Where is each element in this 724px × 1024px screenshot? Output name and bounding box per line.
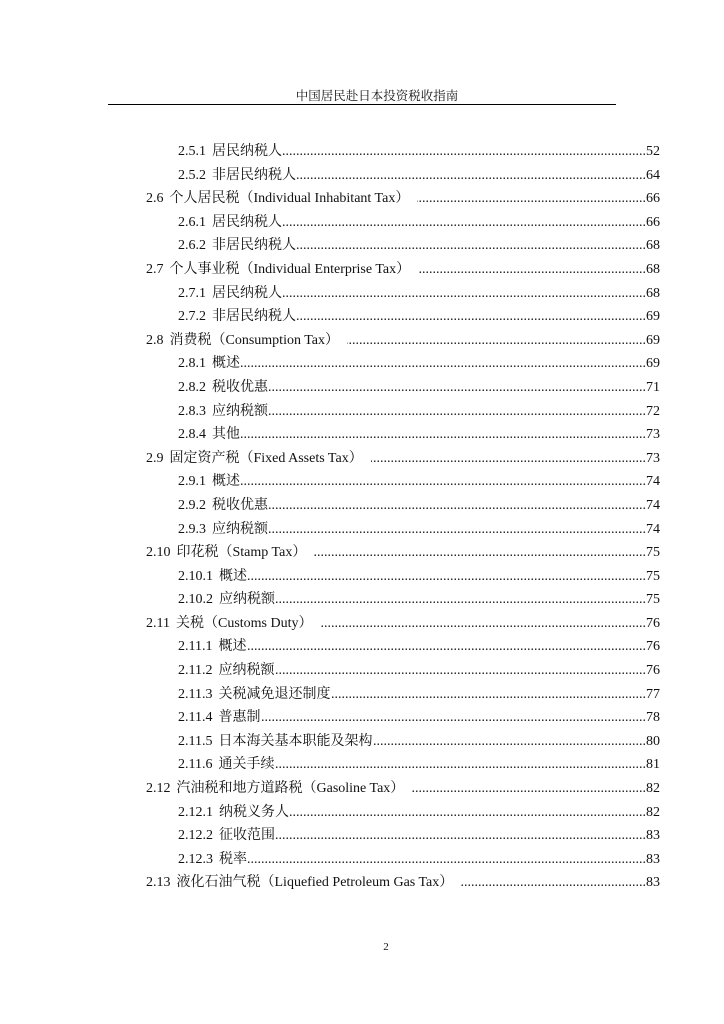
toc-entry-number: 2.6.2: [178, 238, 206, 254]
dot-leader: [268, 400, 646, 424]
toc-entry-2-12[interactable]: [146, 777, 660, 801]
toc-entry-2-8-1[interactable]: [146, 352, 660, 376]
toc-entry-title: 应纳税额: [219, 592, 275, 608]
dot-leader: [268, 518, 646, 542]
toc-entry-2-6-1[interactable]: [146, 211, 660, 235]
toc-entry-page: 82: [646, 804, 660, 820]
toc-entry-page: 81: [646, 757, 660, 773]
toc-entry-number: 2.6: [146, 191, 164, 207]
toc-entry-page: 83: [646, 851, 660, 867]
dot-leader: [240, 423, 646, 447]
table-of-contents: [146, 140, 660, 895]
dot-leader: [260, 706, 646, 730]
toc-entry-number: 2.11.5: [178, 733, 213, 749]
toc-entry-2-8[interactable]: [146, 329, 660, 353]
running-header-title: 中国居民赴日本投资税收指南: [295, 89, 459, 103]
toc-entry-title: 固定资产税（Fixed Assets Tax）: [169, 450, 363, 466]
dot-leader: [330, 683, 646, 707]
toc-entry-number: 2.8.4: [178, 427, 206, 443]
toc-entry-title: 汽油税和地方道路税（Gasoline Tax）: [176, 781, 405, 797]
toc-entry-page: 83: [646, 875, 660, 891]
toc-entry-title: 关税减免退还制度: [218, 686, 331, 702]
dot-leader: [461, 871, 646, 895]
toc-entry-2-7-2[interactable]: [146, 305, 660, 329]
toc-entry-title: 征收范围: [219, 828, 275, 844]
toc-entry-number: 2.8.2: [178, 379, 206, 395]
toc-entry-2-6-2[interactable]: [146, 234, 660, 258]
toc-entry-number: 2.11.3: [178, 686, 213, 702]
dot-leader: [274, 753, 646, 777]
toc-entry-title: 概述: [212, 474, 240, 490]
toc-entry-number: 2.6.1: [178, 214, 206, 230]
toc-entry-number: 2.5.1: [178, 144, 206, 159]
toc-entry-number: 2.13: [146, 875, 171, 891]
toc-entry-number: 2.9.2: [178, 497, 206, 513]
dot-leader: [412, 777, 646, 801]
toc-entry-page: 72: [646, 403, 660, 419]
toc-entry-title: 应纳税额: [212, 521, 268, 537]
toc-entry-page: 76: [646, 639, 660, 655]
toc-entry-page: 73: [646, 427, 660, 443]
toc-entry-page: 77: [646, 686, 660, 702]
toc-entry-title: 个人居民税（Individual Inhabitant Tax）: [169, 191, 410, 207]
toc-entry-2-11-5[interactable]: [146, 730, 660, 754]
dot-leader: [371, 447, 646, 471]
toc-entry-2-10-2[interactable]: [146, 588, 660, 612]
toc-entry-page: 69: [646, 332, 660, 348]
toc-entry-title: 居民纳税人: [212, 214, 282, 230]
toc-entry-2-8-4[interactable]: [146, 423, 660, 447]
toc-entry-title: 其他: [212, 427, 240, 443]
dot-leader: [314, 541, 646, 565]
toc-entry-title: 日本海关基本职能及架构: [218, 733, 373, 749]
toc-entry-page: 75: [646, 568, 660, 584]
toc-entry-number: 2.12.1: [178, 804, 213, 820]
toc-entry-title: 个人事业税（Individual Enterprise Tax）: [169, 261, 411, 277]
toc-entry-page: 68: [646, 285, 660, 301]
toc-entry-page: 80: [646, 733, 660, 749]
toc-entry-title: 应纳税额: [212, 403, 268, 419]
toc-entry-page: 83: [646, 828, 660, 844]
toc-entry-2-8-2[interactable]: [146, 376, 660, 400]
toc-entry-page: 75: [646, 545, 660, 561]
toc-entry-title: 普惠制: [218, 710, 261, 726]
dot-leader: [275, 824, 646, 848]
toc-entry-title: 居民纳税人: [212, 144, 282, 159]
toc-entry-number: 2.11.1: [178, 639, 213, 655]
toc-entry-page: 76: [646, 615, 660, 631]
dot-leader: [282, 282, 646, 306]
toc-entry-title: 消费税（Consumption Tax）: [169, 332, 339, 348]
page-number: 2: [383, 941, 389, 953]
toc-entry-2-12-3[interactable]: [146, 848, 660, 872]
toc-entry-title: 应纳税额: [218, 663, 275, 679]
toc-entry-number: 2.5.2: [178, 167, 206, 183]
toc-entry-number: 2.10.1: [178, 568, 213, 584]
toc-entry-number: 2.12: [146, 781, 171, 797]
dot-leader: [282, 140, 646, 164]
toc-entry-2-13[interactable]: [146, 871, 660, 895]
toc-entry-2-10-1[interactable]: [146, 565, 660, 589]
toc-entry-page: 66: [646, 191, 660, 207]
toc-entry-page: 71: [646, 379, 660, 395]
toc-entry-title: 非居民纳税人: [212, 167, 296, 183]
toc-entry-title: 税收优惠: [212, 497, 268, 513]
toc-entry-page: 64: [646, 167, 660, 183]
toc-entry-page: 74: [646, 497, 660, 513]
toc-entry-title: 液化石油气税（Liquefied Petroleum Gas Tax）: [176, 875, 454, 891]
dot-leader: [274, 659, 646, 683]
toc-entry-2-7[interactable]: [146, 258, 660, 282]
dot-leader: [246, 635, 646, 659]
dot-leader: [268, 376, 646, 400]
toc-entry-title: 纳税义务人: [219, 804, 289, 820]
toc-entry-number: 2.7.1: [178, 285, 206, 301]
toc-entry-2-9-3[interactable]: [146, 518, 660, 542]
dot-leader: [289, 801, 646, 825]
toc-entry-number: 2.9.1: [178, 474, 206, 490]
toc-entry-page: 69: [646, 309, 660, 325]
toc-entry-number: 2.7: [146, 261, 164, 277]
dot-leader: [321, 612, 647, 636]
toc-entry-title: 通关手续: [218, 757, 275, 773]
toc-entry-title: 税收优惠: [212, 379, 268, 395]
toc-entry-page: 78: [646, 710, 660, 726]
toc-entry-title: 概述: [218, 639, 247, 655]
dot-leader: [372, 730, 646, 754]
toc-entry-2-12-1[interactable]: [146, 801, 660, 825]
toc-entry-page: 69: [646, 356, 660, 372]
header-rule: [108, 104, 616, 105]
toc-entry-title: 概述: [212, 356, 240, 372]
dot-leader: [418, 258, 646, 282]
toc-entry-number: 2.11.6: [178, 757, 213, 773]
toc-entry-title: 非居民纳税人: [212, 238, 296, 254]
toc-entry-page: 52: [646, 144, 660, 159]
toc-entry-page: 73: [646, 450, 660, 466]
toc-entry-page: 76: [646, 663, 660, 679]
toc-entry-2-10[interactable]: [146, 541, 660, 565]
dot-leader: [268, 494, 646, 518]
toc-entry-2-5-1[interactable]: [146, 140, 660, 164]
toc-entry-number: 2.10: [146, 545, 171, 561]
toc-entry-2-6[interactable]: [146, 187, 660, 211]
toc-entry-2-11[interactable]: [146, 612, 660, 636]
toc-entry-number: 2.12.3: [178, 851, 213, 867]
toc-entry-page: 74: [646, 474, 660, 490]
dot-leader: [247, 848, 646, 872]
toc-entry-2-11-3[interactable]: [146, 683, 660, 707]
toc-entry-number: 2.7.2: [178, 309, 206, 325]
toc-entry-2-9-1[interactable]: [146, 470, 660, 494]
dot-leader: [275, 588, 646, 612]
toc-entry-number: 2.8.1: [178, 356, 206, 372]
toc-entry-number: 2.8: [146, 332, 164, 348]
dot-leader: [296, 234, 646, 258]
toc-entry-2-7-1[interactable]: [146, 282, 660, 306]
toc-entry-number: 2.9.3: [178, 521, 206, 537]
toc-entry-number: 2.12.2: [178, 828, 213, 844]
toc-entry-number: 2.11: [146, 615, 170, 631]
toc-entry-number: 2.11.2: [178, 663, 213, 679]
toc-entry-2-11-4[interactable]: [146, 706, 660, 730]
toc-entry-2-9-2[interactable]: [146, 494, 660, 518]
toc-entry-2-5-2[interactable]: [146, 164, 660, 188]
toc-entry-title: 居民纳税人: [212, 285, 282, 301]
toc-entry-number: 2.10.2: [178, 592, 213, 608]
toc-entry-2-11-1[interactable]: [146, 635, 660, 659]
dot-leader: [347, 329, 646, 353]
toc-entry-number: 2.9: [146, 450, 164, 466]
toc-entry-title: 税率: [219, 851, 247, 867]
toc-entry-title: 非居民纳税人: [212, 309, 296, 325]
toc-entry-title: 印花税（Stamp Tax）: [176, 545, 307, 561]
toc-entry-2-8-3[interactable]: [146, 400, 660, 424]
toc-entry-2-11-2[interactable]: [146, 659, 660, 683]
dot-leader: [247, 565, 646, 589]
dot-leader: [296, 164, 646, 188]
toc-entry-page: 75: [646, 592, 660, 608]
toc-entry-page: 74: [646, 521, 660, 537]
toc-entry-number: 2.11.4: [178, 710, 213, 726]
toc-entry-page: 66: [646, 214, 660, 230]
dot-leader: [296, 305, 646, 329]
toc-entry-title: 关税（Customs Duty）: [175, 615, 313, 631]
toc-entry-page: 68: [646, 238, 660, 254]
dot-leader: [417, 187, 646, 211]
toc-entry-2-12-2[interactable]: [146, 824, 660, 848]
toc-entry-number: 2.8.3: [178, 403, 206, 419]
toc-entry-2-11-6[interactable]: [146, 753, 660, 777]
toc-entry-2-9[interactable]: [146, 447, 660, 471]
toc-entry-title: 概述: [219, 568, 247, 584]
dot-leader: [240, 352, 646, 376]
dot-leader: [282, 211, 646, 235]
dot-leader: [240, 470, 646, 494]
toc-entry-page: 68: [646, 261, 660, 277]
toc-entry-page: 82: [646, 781, 660, 797]
